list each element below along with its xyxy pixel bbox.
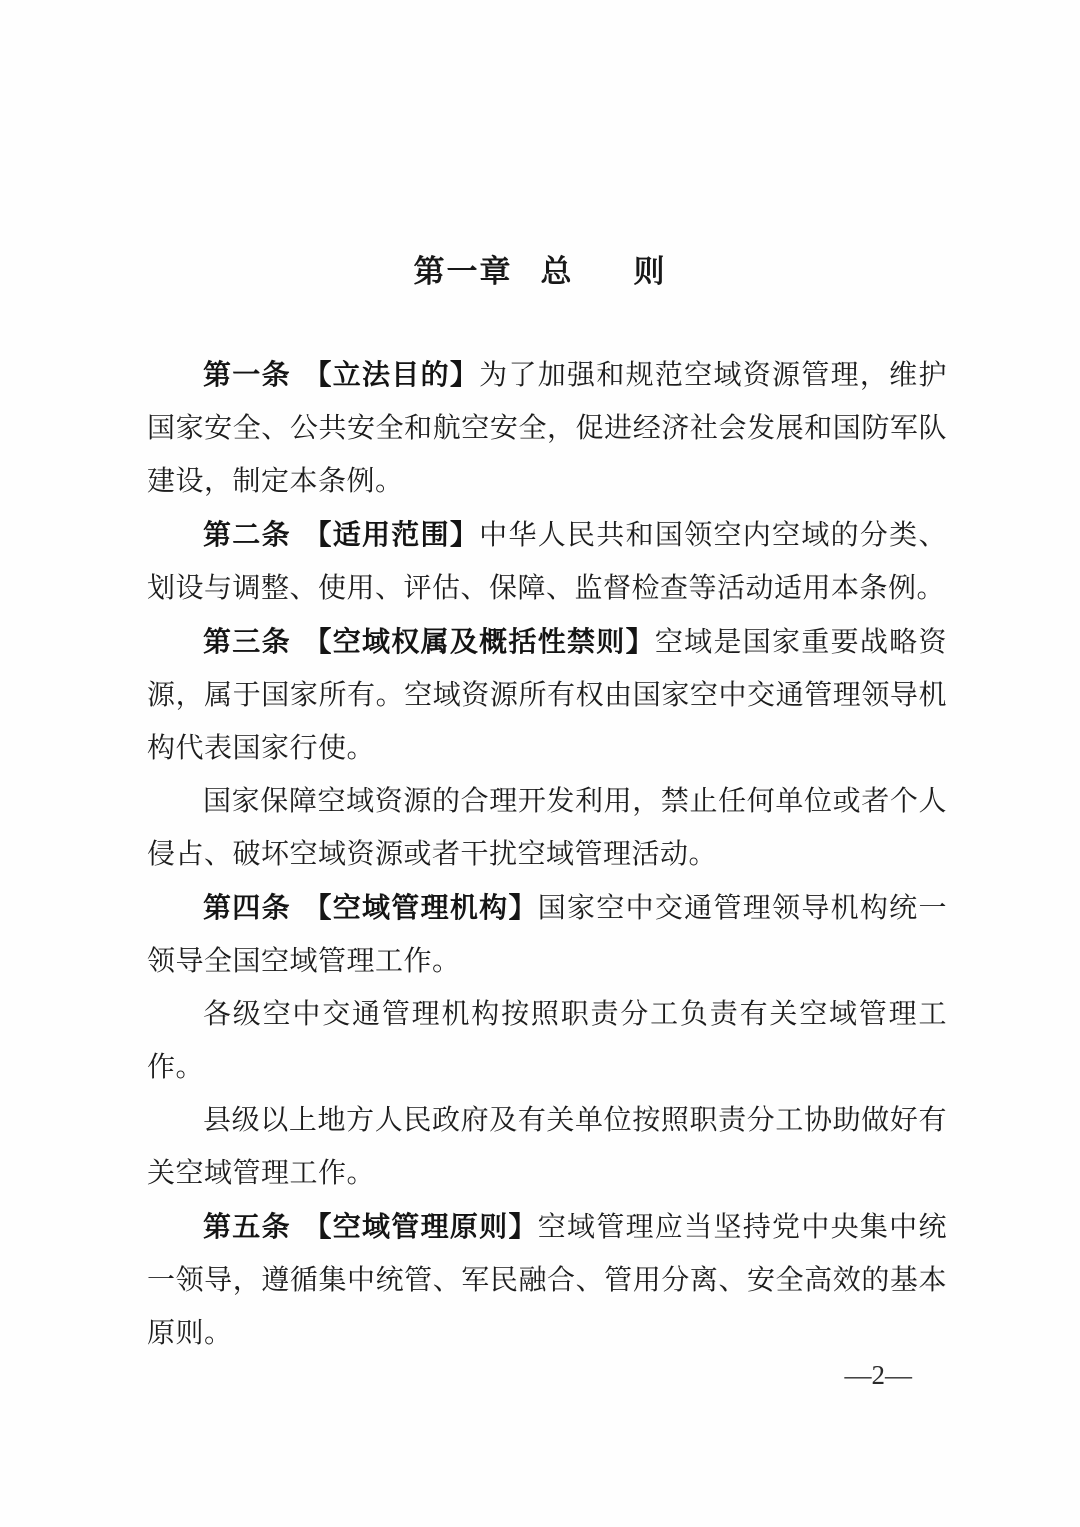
document-body (147, 348, 947, 1360)
article-tag: 【立法目的】 (303, 359, 480, 390)
article-text: 国家空中交通管理领导机构统一领导全国空域管理工作。 (147, 893, 947, 977)
article-text: 空域是国家重要战略资源，属于国家所有。空域资源所有权由国家空中交通管理领导机构代表国家行使。 (147, 627, 947, 764)
article-number: 第二条 (203, 519, 291, 550)
article-text: 空域管理应当坚持党中央集中统一领导，遵循集中统管、军民融合、管用分离、安全高效的基本原则。 (147, 1212, 947, 1349)
chapter-title-word1: 总 (540, 254, 574, 289)
article-paragraph (147, 1094, 947, 1200)
article-paragraph (147, 988, 947, 1094)
article-number: 第四条 (203, 892, 291, 923)
chapter-title (0, 250, 1080, 294)
article-paragraph (147, 881, 947, 988)
article-text: 各级空中交通管理机构按照职责分工负责有关空域管理工作。 (147, 999, 947, 1083)
article-paragraph (147, 508, 947, 615)
article-tag: 【空域管理原则】 (303, 1211, 538, 1242)
article-text: 县级以上地方人民政府及有关单位按照职责分工协助做好有关空域管理工作。 (147, 1105, 947, 1189)
article-text: 为了加强和规范空域资源管理，维护国家安全、公共安全和航空安全，促进经济社会发展和国防军队建设，制定本条例。 (147, 360, 947, 497)
article-text: 国家保障空域资源的合理开发利用，禁止任何单位或者个人侵占、破坏空域资源或者干扰空域管理活动。 (147, 786, 947, 870)
chapter-title-number: 第一章 (413, 254, 513, 289)
article-paragraph (147, 615, 947, 775)
chapter-title-word2: 则 (633, 254, 667, 289)
article-number: 第五条 (203, 1211, 291, 1242)
article-tag: 【空域管理机构】 (303, 892, 538, 923)
article-number: 第一条 (203, 359, 291, 390)
page-number: —2— (844, 1360, 912, 1390)
article-paragraph (147, 1200, 947, 1360)
article-tag: 【适用范围】 (303, 519, 480, 550)
article-text: 中华人民共和国领空内空域的分类、划设与调整、使用、评估、保障、监督检查等活动适用本条例。 (147, 520, 947, 604)
article-tag: 【空域权属及概括性禁则】 (303, 626, 655, 657)
article-paragraph (147, 775, 947, 881)
article-paragraph (147, 348, 947, 508)
article-number: 第三条 (203, 626, 291, 657)
